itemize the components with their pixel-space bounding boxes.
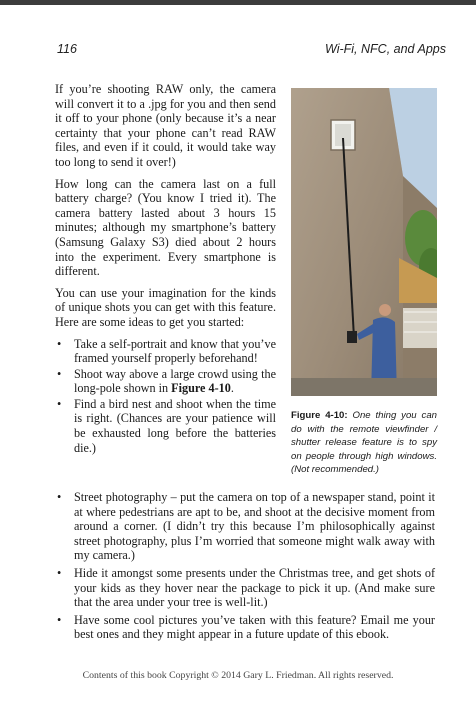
running-header-title: Wi-Fi, NFC, and Apps [325,42,446,56]
paragraph: You can use your imagination for the kinds of unique shots you can get with this feature. Here are some ideas to get you started: [55,285,276,329]
list-item-text: Take a self-portrait and know that you’ve framed yourself properly beforehand! [74,336,276,366]
wide-text-column [55,490,435,645]
paragraph: If you’re shooting RAW only, the camera will convert it to a .jpg for you and then send it off to your phone (only because it’s a near certainty that your phone can’t read RAW files, and even if it could, it would take way too long to send it over!) [55,82,276,169]
figure-reference: Figure 4-10 [171,381,231,396]
man-with-camera-pole-photo [291,88,437,396]
list-item: • Street photography – put the camera on top of a newspaper stand, point it at where pedestrians are apt to be, and shoot at the decisive moment from around a corner. (I didn’t try this because I’m philosophically against street photography, plus I’m worried that someone might walk away with my camera.) [55,490,435,563]
paragraph: How long can the camera last on a full battery charge? (You know I tried it). The camera battery lasted about 3 hours 15 minutes; although my smartphone’s battery (Samsung Galaxy S3) died about 2 hours into the experiment. Every smartphone is different. [55,176,276,279]
narrow-text-column [55,82,276,456]
figure-label: Figure 4-10: [291,410,348,421]
idea-list [55,337,276,456]
list-item [55,337,276,366]
idea-list-continued [55,490,435,642]
list-item [55,367,276,396]
copyright-footer: Contents of this book Copyright © 2014 Gary L. Friedman. All rights reserved. [82,670,394,681]
list-item: • Hide it amongst some presents under the Christmas tree, and get shots of your kids as they hover near the package to pick it up. (And make sure that the area under your tree is well-lit.) [55,566,435,610]
list-item: • Have some cool pictures you’ve taken with this feature? Email me your best ones and they might appear in a future update of this ebook. [55,613,435,642]
list-item-text: Find a bird nest and shoot when the time is right. (Chances are your patience will be exhausted long before the batteries die.) [74,396,276,455]
list-item [55,397,276,455]
list-item-text: Shoot way above a large crowd using the long-pole shown in [74,366,276,396]
top-edge-bar [0,0,476,5]
figure-caption-text: One thing you can do with the remote viewfinder / shutter release feature is to spy on people through high windows. (Not recommended.) [291,410,437,476]
page-number: 116 [57,42,77,56]
list-item-text: . [230,381,234,396]
figure-photo [291,88,437,396]
figure-caption [291,409,437,477]
